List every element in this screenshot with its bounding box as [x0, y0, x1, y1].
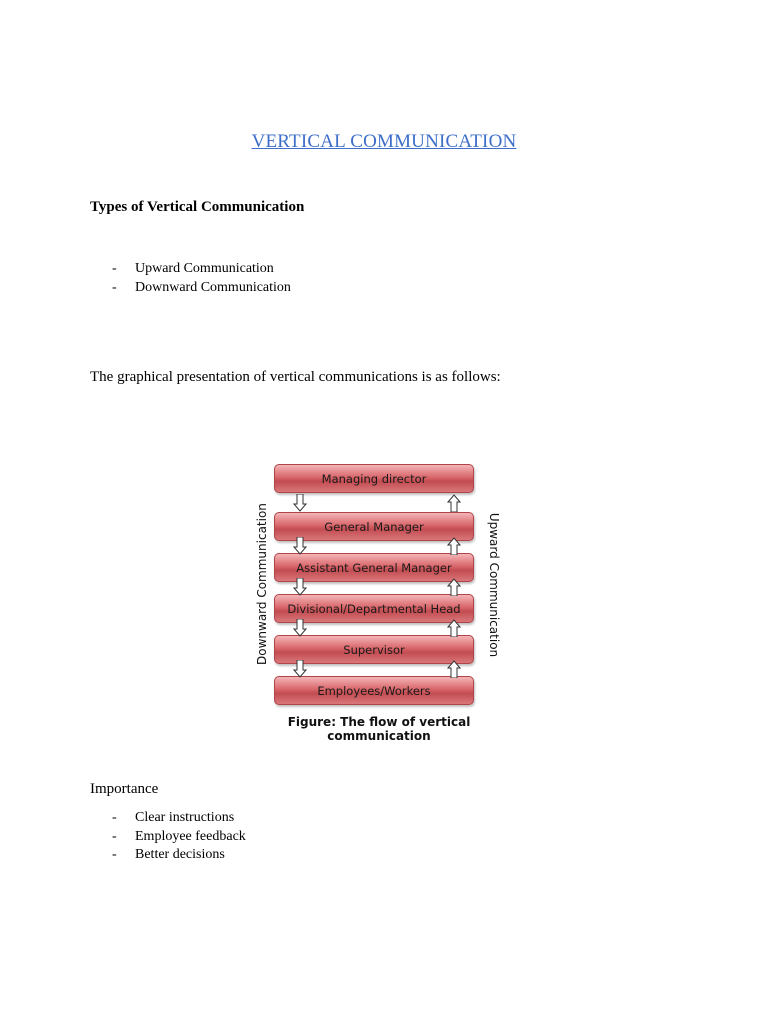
level-box-general-manager: General Manager	[274, 512, 474, 541]
list-dash: -	[112, 847, 117, 862]
list-item	[112, 846, 246, 865]
list-item-text: Downward Communication	[135, 279, 291, 295]
down-arrow-icon	[293, 619, 307, 637]
intro-paragraph: The graphical presentation of vertical communications is as follows:	[90, 369, 501, 385]
downward-communication-label: Downward Communication	[255, 503, 269, 665]
level-box-managing-director: Managing director	[274, 464, 474, 493]
upward-communication-label: Upward Communication	[487, 512, 501, 658]
types-list	[112, 260, 291, 297]
up-arrow-icon	[447, 660, 461, 678]
types-heading: Types of Vertical Communication	[90, 199, 305, 215]
level-box-employees: Employees/Workers	[274, 676, 474, 705]
vertical-communication-figure	[244, 458, 514, 743]
list-item	[112, 809, 246, 828]
up-arrow-icon	[447, 494, 461, 512]
list-item-text: Better decisions	[135, 847, 225, 862]
up-arrow-icon	[447, 537, 461, 555]
down-arrow-icon	[293, 494, 307, 512]
list-item	[112, 279, 291, 298]
list-item-text: Clear instructions	[135, 810, 235, 825]
up-arrow-icon	[447, 619, 461, 637]
list-dash: -	[112, 828, 117, 844]
level-box-assistant-general-manager: Assistant General Manager	[274, 553, 474, 582]
list-item-text: Upward Communication	[135, 261, 274, 276]
list-dash: -	[112, 279, 117, 295]
up-arrow-icon	[447, 578, 461, 596]
down-arrow-icon	[293, 660, 307, 678]
level-box-divisional-head: Divisional/Departmental Head	[274, 594, 474, 623]
list-dash: -	[112, 810, 117, 825]
down-arrow-icon	[293, 578, 307, 596]
importance-list	[112, 809, 246, 865]
list-item	[112, 260, 291, 279]
page-title: VERTICAL COMMUNICATION	[251, 131, 517, 152]
figure-caption: Figure: The flow of vertical communication	[287, 715, 471, 743]
list-item	[112, 828, 246, 847]
level-box-supervisor: Supervisor	[274, 635, 474, 664]
down-arrow-icon	[293, 537, 307, 555]
list-item-text: Employee feedback	[135, 828, 246, 844]
list-dash: -	[112, 261, 117, 276]
importance-heading: Importance	[90, 781, 159, 797]
